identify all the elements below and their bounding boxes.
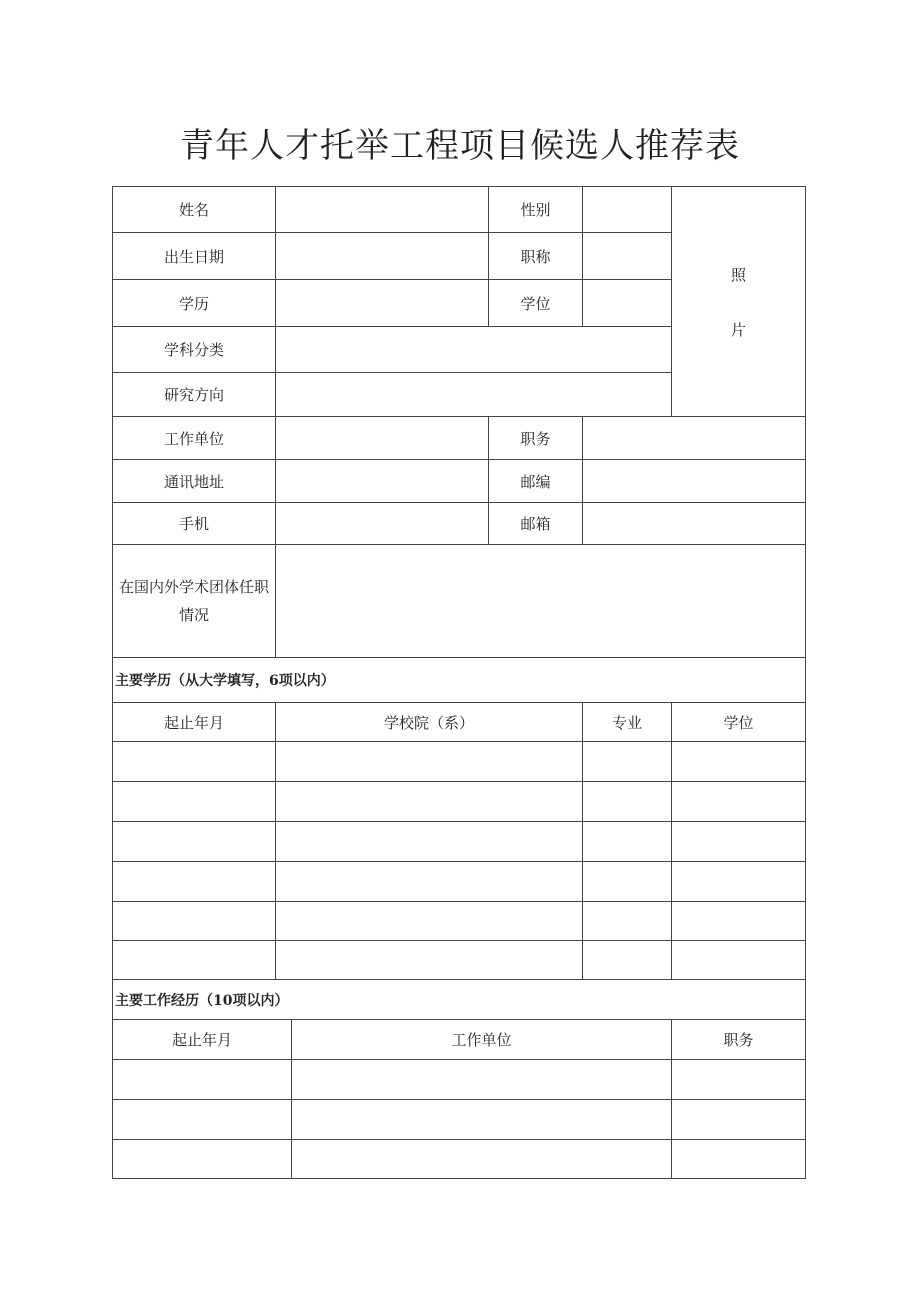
birth-label: 出生日期 (113, 233, 276, 280)
work-section-heading: 主要工作经历（10项以内） (113, 980, 805, 1020)
discipline-field[interactable] (276, 327, 672, 373)
form-title: 青年人才托举工程项目候选人推荐表 (180, 126, 740, 166)
work-col-workplace: 工作单位 (292, 1020, 672, 1060)
work-row-position[interactable] (672, 1140, 805, 1178)
work-row-period[interactable] (113, 1060, 292, 1100)
edu-row-degree[interactable] (672, 902, 805, 941)
edu-row-major[interactable] (583, 782, 672, 822)
mobile-label: 手机 (113, 503, 276, 545)
position-label: 职务 (489, 417, 583, 460)
research-field[interactable] (276, 373, 672, 417)
education-label: 学历 (113, 280, 276, 327)
email-label: 邮箱 (489, 503, 583, 545)
edu-col-school: 学校院（系） (276, 703, 583, 742)
work-row-position[interactable] (672, 1060, 805, 1100)
discipline-label: 学科分类 (113, 327, 276, 373)
edu-row-degree[interactable] (672, 822, 805, 862)
gender-label: 性别 (489, 187, 583, 233)
edu-col-degree: 学位 (672, 703, 805, 742)
workplace-field[interactable] (276, 417, 489, 460)
gender-field[interactable] (583, 187, 672, 233)
edu-row-school[interactable] (276, 862, 583, 902)
edu-row-school[interactable] (276, 782, 583, 822)
work-row-period[interactable] (113, 1140, 292, 1178)
edu-row-period[interactable] (113, 742, 276, 782)
edu-row-period[interactable] (113, 782, 276, 822)
edu-row-school[interactable] (276, 742, 583, 782)
job-title-label: 职称 (489, 233, 583, 280)
education-field[interactable] (276, 280, 489, 327)
edu-row-period[interactable] (113, 822, 276, 862)
edu-row-degree[interactable] (672, 782, 805, 822)
recommendation-form (112, 186, 806, 1179)
edu-row-major[interactable] (583, 941, 672, 980)
research-label: 研究方向 (113, 373, 276, 417)
edu-row-degree[interactable] (672, 862, 805, 902)
position-field[interactable] (583, 417, 805, 460)
edu-row-major[interactable] (583, 822, 672, 862)
edu-row-major[interactable] (583, 742, 672, 782)
work-row-position[interactable] (672, 1100, 805, 1140)
degree-label: 学位 (489, 280, 583, 327)
edu-row-school[interactable] (276, 822, 583, 862)
academic-label: 在国内外学术团体任职情况 (113, 545, 276, 658)
address-field[interactable] (276, 460, 489, 503)
edu-row-school[interactable] (276, 902, 583, 941)
work-col-period: 起止年月 (113, 1020, 292, 1060)
edu-row-major[interactable] (583, 862, 672, 902)
education-section-heading: 主要学历（从大学填写，6项以内） (113, 658, 805, 703)
name-field[interactable] (276, 187, 489, 233)
address-label: 通讯地址 (113, 460, 276, 503)
edu-col-period: 起止年月 (113, 703, 276, 742)
postcode-label: 邮编 (489, 460, 583, 503)
mobile-field[interactable] (276, 503, 489, 545)
work-row-workplace[interactable] (292, 1060, 672, 1100)
photo-box[interactable] (672, 187, 805, 417)
edu-col-major: 专业 (583, 703, 672, 742)
edu-row-major[interactable] (583, 902, 672, 941)
degree-field[interactable] (583, 280, 672, 327)
work-row-workplace[interactable] (292, 1140, 672, 1178)
photo-label-top: 照 (730, 265, 746, 284)
edu-row-period[interactable] (113, 862, 276, 902)
academic-field[interactable] (276, 545, 805, 658)
workplace-label: 工作单位 (113, 417, 276, 460)
edu-row-period[interactable] (113, 902, 276, 941)
birth-field[interactable] (276, 233, 489, 280)
edu-row-degree[interactable] (672, 941, 805, 980)
job-title-field[interactable] (583, 233, 672, 280)
edu-row-period[interactable] (113, 941, 276, 980)
name-label: 姓名 (113, 187, 276, 233)
postcode-field[interactable] (583, 460, 805, 503)
photo-label-bottom: 片 (730, 320, 746, 339)
work-row-period[interactable] (113, 1100, 292, 1140)
email-field[interactable] (583, 503, 805, 545)
edu-row-school[interactable] (276, 941, 583, 980)
work-row-workplace[interactable] (292, 1100, 672, 1140)
work-col-position: 职务 (672, 1020, 805, 1060)
edu-row-degree[interactable] (672, 742, 805, 782)
